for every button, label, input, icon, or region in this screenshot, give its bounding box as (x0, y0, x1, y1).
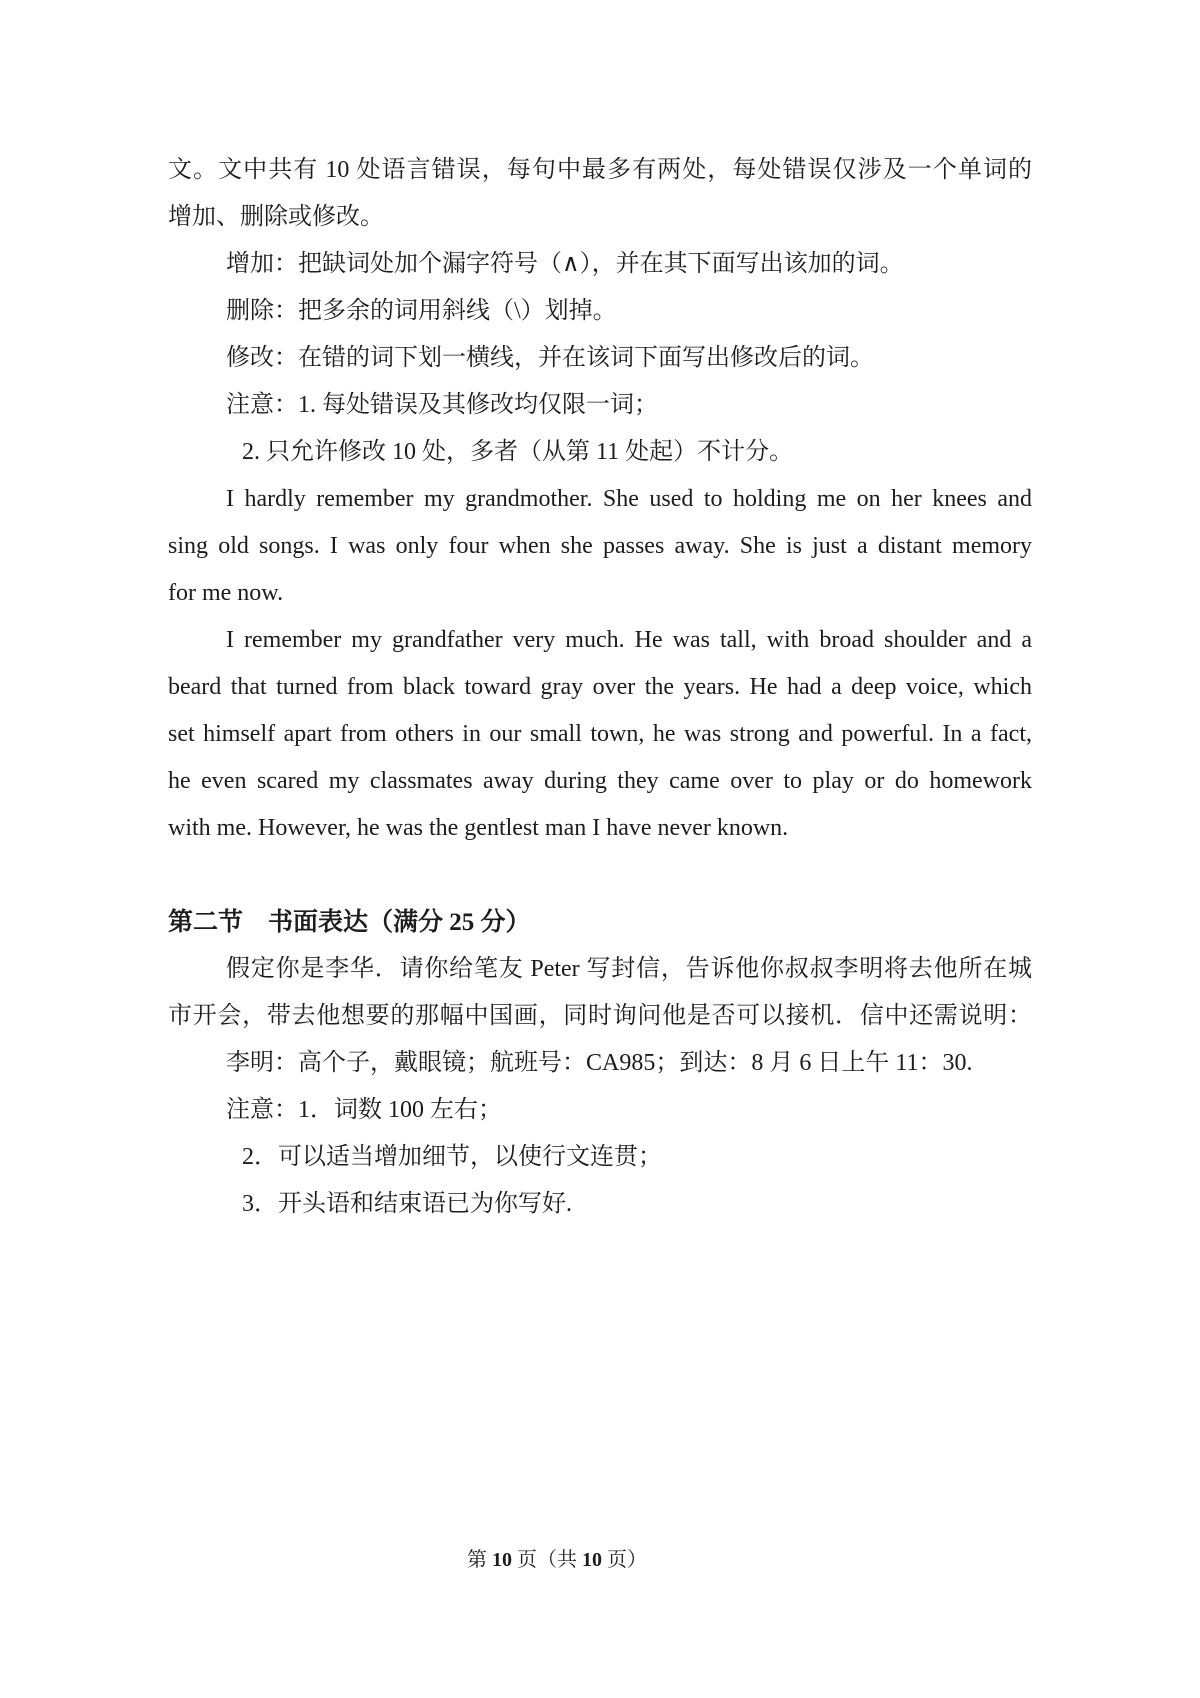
footer-text-suffix: 页） (602, 1549, 647, 1571)
text-line: 注意：1．词数 100 左右； (226, 1097, 502, 1123)
text-line: 李明：高个子，戴眼镜；航班号：CA985；到达：8 月 6 日上午 11：30. (226, 1050, 973, 1076)
text-line: beard that turned from black toward gray over the years. He had a deep voice, which (168, 674, 1032, 700)
page-footer (0, 1546, 1114, 1574)
text-line: 增加、删除或修改。 (168, 204, 384, 230)
text-line: I remember my grandfather very much. He was tall, with broad shoulder and a (226, 627, 1032, 653)
text-line: sing old songs. I was only four when she passes away. She is just a distant memory (168, 533, 1032, 559)
text-line: 2. 只允许修改 10 处，多者（从第 11 处起）不计分。 (242, 439, 794, 465)
text-line: 假定你是李华．请你给笔友 Peter 写封信，告诉他你叔叔李明将去他所在城 (226, 956, 1032, 982)
footer-total-page-number: 10 (582, 1549, 602, 1571)
text-line: 3．开头语和结束语已为你写好. (242, 1191, 572, 1217)
text-line: 注意：1. 每处错误及其修改均仅限一词； (226, 392, 658, 418)
document-body (168, 147, 1032, 1228)
footer-text-prefix: 第 (467, 1549, 492, 1571)
text-line: I hardly remember my grandmother. She used to holding me on her knees and (226, 486, 1032, 512)
text-line: he even scared my classmates away during they came over to play or do homework (168, 768, 1032, 794)
text-line: 市开会，带去他想要的那幅中国画，同时询问他是否可以接机．信中还需说明： (168, 1003, 1032, 1029)
footer-text-middle: 页（共 (512, 1549, 582, 1571)
footer-current-page-number: 10 (492, 1549, 512, 1571)
text-line: with me. However, he was the gentlest man I have never known. (168, 815, 789, 841)
text-line: for me now. (168, 580, 284, 606)
text-line: 文。文中共有 10 处语言错误，每句中最多有两处，每处错误仅涉及一个单词的 (168, 157, 1032, 183)
section-heading: 第二节 书面表达（满分 25 分） (168, 909, 531, 936)
text-line: 修改：在错的词下划一横线，并在该词下面写出修改后的词。 (226, 345, 874, 371)
text-line: set himself apart from others in our small town, he was strong and powerful. In a fact, (168, 721, 1032, 747)
text-line: 增加：把缺词处加个漏字符号（∧），并在其下面写出该加的词。 (226, 251, 904, 277)
text-line: 2．可以适当增加细节，以使行文连贯； (242, 1144, 662, 1170)
text-line: 删除：把多余的词用斜线（\）划掉。 (226, 298, 617, 324)
